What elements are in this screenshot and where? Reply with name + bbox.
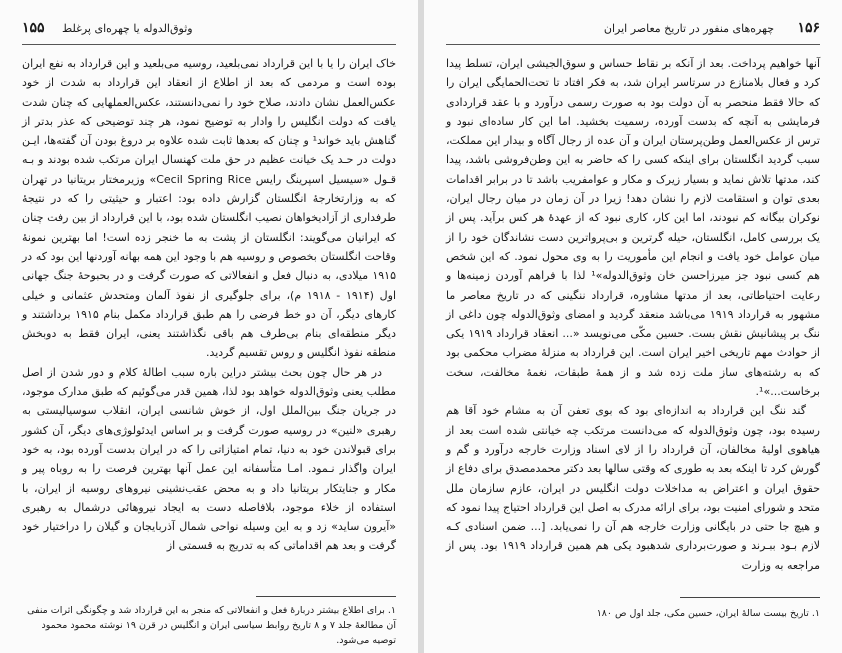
header-rule	[446, 44, 820, 45]
paragraph: آنها خواهیم پرداخت. بعد از آنکه بر نقاط حساس و سوق‌الجیشی ایران، تسلط پیدا کرد و فعال بلامنازع در سرتاسر ایران شد، به فکر افتاد تا تحت‌الحمایگی ایران را که حالا فقط منحصر به آن دولت بود به صورت رسمی درآورد و با عقد قراردادی فرمایشی به آنچه که بدست آورده، رسمیت بخشید. اما این کار ساده‌ای نبود و ترس از عکس‌العمل وطن‌پرستان ایران و آن عده از رجال آگاه و بیدار این مملکت، سبب گردید انگلستان برای اینکه کسی را که حاضر به این وطن‌فروشی باشد، پیدا کند، مدتها تلاش نماید و بسیار زیرک و مکار و عوامفریب باشد تا در برابر اقدامات بعدی توان و استقامت لازم را نشان دهد! زیرا در آن زمان در میان رجال ایران، نوکران بیگانه کم نبودند، اما این کار، کاری نبود که از عهدهٔ هر کس برآید. پس از یک بررسی کامل، انگلستان، حیله گرترین و بی‌پرواترین دست نشاندگان خود را از میان عوامل خود یافت و انجام این مأموریت را به وی محول نمود. که این شخص هم کسی نبود جز میرزاحسن خان وثوق‌الدوله»¹ لذا با فراهم آوردن زمینه‌ها و رعایت احتیاطاتی، بعد از مدتها مشاوره، قرارداد ننگینی که در تاریخ معاصر ما مشهور به قرارداد ۱۹۱۹ می‌باشد منعقد گردید و امضای وثوق‌الدوله چون داغی از ننگ بر پیشانیش نقش بست. حسین مکّی می‌نویسد «... انعقاد قرارداد ۱۹۱۹ یکی از حوادث مهم تاریخی اخیر ایران است. این قرارداد به منزلهٔ مضراب محکمی بود که به رشته‌های ساز ملت زده شد و از همهٔ طبقات، نغمهٔ مخالفت، سخت برخاست...»¹.	[446, 57, 820, 399]
page-number: ۱۵۶	[797, 20, 820, 36]
running-title: وثوق‌الدوله یا چهره‌ای پرغلط	[62, 22, 193, 35]
footnotes	[446, 606, 820, 621]
left-page	[0, 0, 418, 653]
paragraph: گند ننگ این قرارداد به اندازه‌ای بود که بوی تعفن آن به مشام خود آقا هم رسیده بود، چون وثوق‌الدوله که می‌دانست مرتکب چه خیانتی شده است بعد از هیاهوی اولیهٔ مخالفان، آن قرارداد را از لای اسناد وزارت خارجه درآورد و گم و گورش کرد تا اینکه بعد به طوری که وقتی سالها بعد دکتر محمدمصدق برای دفاع از حقوق ایران و اعتراض به مداخلات دولت انگلیس در ایران، عازم سازمان ملل متحد و شورای امنیت بود، برای ارائه مدرک به اصل این قرارداد احتیاج پیدا نمود که و هیچ جا حتی در بایگانی وزارت خارجه هم آن را نمی‌یابد. [... ضمن اسنادی کـه لازم بـود ببـرند و صورت‌برداری شدهبود یکی هم همین قرارداد ۱۹۱۹ بود. پس از مراجعه به وزارت	[446, 404, 820, 572]
running-title: چهره‌های منفور در تاریخ معاصر ایران	[603, 22, 774, 35]
footnote: ۱. برای اطلاع بیشتر دربارهٔ فعل و انفعالاتی که منجر به این قرارداد شد و چگونگی اثرات منفی آن مطالعهٔ جلد ۷ و ۸ تاریخ روابط سیاسی ایران و انگلیس در قرن ۱۹ نوشته محمود محمود توصیه می‌شود.	[27, 605, 396, 646]
page-header	[446, 22, 820, 44]
paragraph: خاک ایران را یا با این قرارداد نمی‌بلعید، روسیه می‌بلعید و این قرارداد به نفع ایران بوده است و مردمی که بعد از اطلاع از انعقاد این قرارداد به شدت از خود عکس‌العمل نشان دادند، صلاح خود را نمی‌دانستند، عکس‌العملهایی که چنان شدت یافت که دولت انگلیس را وادار به توضیح نمود، هر چند توضیحی که عذر بدتر از گناهش باید خواند¹ و چنان که بعدها ثابت شده علاوه بر دروغ بودن آن گفته‌ها، ایـن دولت در حـد یک خیانت عظیم در حق ملت کهنسال ایران مرتکب شده بودند و بـه قـول «سیسیل اسپرینگ رایس Cecil Spring Rice» وزیرمختار بریتانیا در تهران که به وزارتخارجهٔ انگلستان گزارش داده بود: اعتبار و حیثیتی را که در نتیجهٔ طرفداری از آزادیخواهان نصیب انگلستان شده بود، با این قرارداد از بین رفت چنان که ایرانیان می‌گویند: انگلستان از پشت به ما خنجر زده است! اما بهترین نمونهٔ وقاحت انگلستان بخصوص و روسیه هم با وجود این همه بهانه آوردنها این بود که در ۱۹۱۵ میلادی، به دنبال فعل و انفعالاتی که صورت گرفت و در بحبوحهٔ جنگ جهانی اول (۱۹۱۴ - ۱۹۱۸ م)، برای جلوگیری از نفوذ آلمان ومتحدش عثمانی و خیلی کارهای دیگر، آن دو خط فرضی را هم طبق قرارداد مکمل بنام ۱۹۱۵ برداشتند و دیگر منطقه‌ای بنام بی‌طرف هم باقی نگذاشتند یعنی، ایران فقط به دوبخش منطقه نفوذ انگلیس و روس تقسیم گردید.	[22, 57, 397, 360]
header-rule	[22, 44, 396, 45]
footnote-rule	[680, 597, 820, 598]
body-text	[22, 54, 396, 556]
body-text	[446, 54, 820, 575]
paragraph: در هر حال چون بحث بیشتر دراین باره سبب اطالهٔ کلام و دور شدن از اصل مطلب یعنی وثوق‌الدوله خواهد بود لذا، همین قدر می‌گوئیم که طبق مدارک موجود، در جریان جنگ بین‌الملل اول، از خوش شانسی ایران، انقلاب سوسیالیستی به رهبری «لنین» در روسیه صورت گرفت و بر اساس ایدئولوژی‌های دیگر، آن کشور برای قبولاندن خود به دنیا، تمام امتیازاتی را که در ایران بدست آورده بود، به خود ایران واگذار نـمود. امـا متأسفانه این عمل آنها بهترین فرصت را به روباه پیر و مکار و جنایتکار بریتانیا داد و به محض عقب‌نشینی نیروهای روسیه از ایران، با استفاده از خلاء موجود، بلافاصله دست به ایجاد نیروهائی درشمال به رهبری «آیرون ساید» زد و به این وسیله نواحی شمال آذربایجان و گیلان را دراختیار خود گرفت و بعد هم اقداماتی که به تدریج به قسمتی از	[22, 365, 396, 553]
footnote: ۱. تاریخ بیست سالهٔ ایران، حسین مکی، جلد اول ص ۱۸۰	[596, 608, 820, 619]
page-number: ۱۵۵	[22, 20, 45, 36]
right-page	[424, 0, 842, 653]
page-header	[22, 22, 396, 44]
footnotes	[22, 603, 396, 648]
footnote-rule	[256, 596, 396, 597]
